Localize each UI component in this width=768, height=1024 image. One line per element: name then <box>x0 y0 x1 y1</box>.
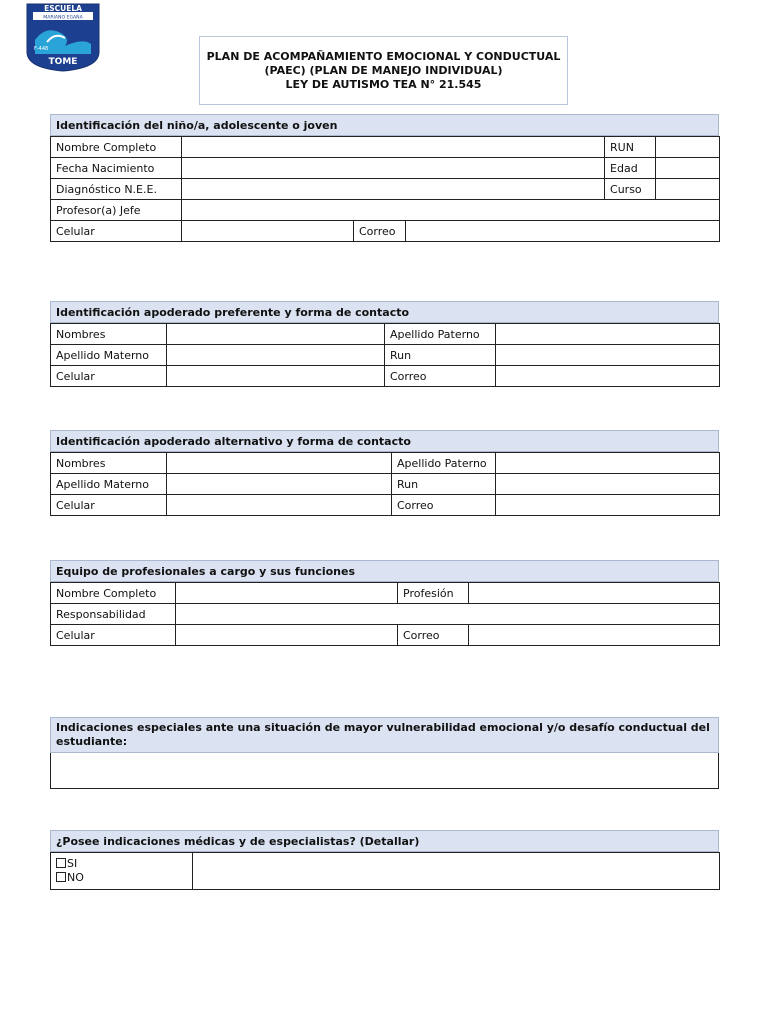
label-nombre-completo: Nombre Completo <box>51 583 176 604</box>
section-heading: ¿Posee indicaciones médicas y de especialistas? (Detallar) <box>50 830 719 852</box>
label-celular: Celular <box>51 366 167 387</box>
option-si-label: SI <box>67 857 78 870</box>
table-row <box>51 137 720 158</box>
label-profesor-jefe: Profesor(a) Jefe <box>51 200 182 221</box>
label-apellido-paterno: Apellido Paterno <box>392 453 496 474</box>
table-row <box>51 366 720 387</box>
professional-team-table <box>50 582 720 646</box>
field-nombres[interactable] <box>167 453 392 474</box>
special-indications-section <box>50 717 719 789</box>
section-heading: Equipo de profesionales a cargo y sus funciones <box>50 560 719 582</box>
field-curso[interactable] <box>656 179 720 200</box>
section-heading: Indicaciones especiales ante una situación de mayor vulnerabilidad emocional y/o desafío conductual del estudiante: <box>50 717 719 753</box>
table-row <box>51 474 720 495</box>
table-row <box>51 583 720 604</box>
label-responsabilidad: Responsabilidad <box>51 604 176 625</box>
alternate-guardian-table <box>50 452 720 516</box>
field-responsabilidad[interactable] <box>176 604 720 625</box>
field-diagnostico[interactable] <box>182 179 605 200</box>
field-nombres[interactable] <box>167 324 385 345</box>
field-apellido-materno[interactable] <box>167 345 385 366</box>
label-nombres: Nombres <box>51 453 167 474</box>
field-run[interactable] <box>496 345 720 366</box>
student-identification-section <box>50 114 719 242</box>
table-row <box>51 345 720 366</box>
section-heading: Identificación del niño/a, adolescente o joven <box>50 114 719 136</box>
field-correo[interactable] <box>496 366 720 387</box>
field-correo[interactable] <box>496 495 720 516</box>
title-line-3: LEY DE AUTISMO TEA N° 21.545 <box>285 77 482 91</box>
preferred-guardian-section <box>50 301 719 387</box>
alternate-guardian-section <box>50 430 719 516</box>
label-correo: Correo <box>392 495 496 516</box>
field-apellido-materno[interactable] <box>167 474 392 495</box>
logo-sub-text: MARIANO EGAÑA <box>43 15 83 21</box>
table-row <box>51 221 720 242</box>
field-fecha-nacimiento[interactable] <box>182 158 605 179</box>
label-curso: Curso <box>605 179 656 200</box>
label-nombre-completo: Nombre Completo <box>51 137 182 158</box>
label-apellido-materno: Apellido Materno <box>51 474 167 495</box>
school-logo <box>25 2 101 72</box>
label-run: Run <box>385 345 496 366</box>
label-apellido-materno: Apellido Materno <box>51 345 167 366</box>
options-cell <box>51 853 193 890</box>
field-celular[interactable] <box>182 221 354 242</box>
table-row <box>51 495 720 516</box>
field-medical-details[interactable] <box>193 853 720 890</box>
field-nombre-completo[interactable] <box>182 137 605 158</box>
table-row <box>51 604 720 625</box>
table-row <box>51 853 720 890</box>
field-celular[interactable] <box>167 366 385 387</box>
section-heading: Identificación apoderado preferente y forma de contacto <box>50 301 719 323</box>
field-celular[interactable] <box>176 625 398 646</box>
table-row <box>51 200 720 221</box>
label-run: Run <box>392 474 496 495</box>
document-title <box>199 36 568 105</box>
field-correo[interactable] <box>406 221 720 242</box>
label-fecha-nacimiento: Fecha Nacimiento <box>51 158 182 179</box>
student-table <box>50 136 720 242</box>
logo-bottom-text: TOME <box>48 57 78 67</box>
label-correo: Correo <box>398 625 469 646</box>
table-row <box>51 324 720 345</box>
field-celular[interactable] <box>167 495 392 516</box>
section-heading: Identificación apoderado alternativo y forma de contacto <box>50 430 719 452</box>
label-apellido-paterno: Apellido Paterno <box>385 324 496 345</box>
label-correo: Correo <box>354 221 406 242</box>
table-row <box>51 453 720 474</box>
label-correo: Correo <box>385 366 496 387</box>
label-celular: Celular <box>51 625 176 646</box>
field-special-indications[interactable] <box>50 753 719 789</box>
label-celular: Celular <box>51 495 167 516</box>
medical-indications-section <box>50 830 719 890</box>
field-nombre-completo[interactable] <box>176 583 398 604</box>
label-profesion: Profesión <box>398 583 469 604</box>
field-edad[interactable] <box>656 158 720 179</box>
preferred-guardian-table <box>50 323 720 387</box>
field-apellido-paterno[interactable] <box>496 324 720 345</box>
label-diagnostico: Diagnóstico N.E.E. <box>51 179 182 200</box>
checkbox-icon[interactable] <box>56 858 66 868</box>
table-row <box>51 158 720 179</box>
medical-indications-table <box>50 852 720 890</box>
option-si[interactable] <box>56 857 187 871</box>
label-run: RUN <box>605 137 656 158</box>
field-apellido-paterno[interactable] <box>496 453 720 474</box>
label-celular: Celular <box>51 221 182 242</box>
label-edad: Edad <box>605 158 656 179</box>
logo-top-text: ESCUELA <box>44 4 82 13</box>
option-no[interactable] <box>56 871 187 885</box>
logo-code-text: F-448 <box>34 46 49 52</box>
professional-team-section <box>50 560 719 646</box>
field-correo[interactable] <box>469 625 720 646</box>
option-no-label: NO <box>67 871 84 884</box>
field-profesor-jefe[interactable] <box>182 200 720 221</box>
table-row <box>51 179 720 200</box>
table-row <box>51 625 720 646</box>
field-profesion[interactable] <box>469 583 720 604</box>
field-run[interactable] <box>496 474 720 495</box>
title-line-2: (PAEC) (PLAN DE MANEJO INDIVIDUAL) <box>264 63 503 77</box>
field-run[interactable] <box>656 137 720 158</box>
label-nombres: Nombres <box>51 324 167 345</box>
title-line-1: PLAN DE ACOMPAÑAMIENTO EMOCIONAL Y CONDUCTUAL <box>206 49 561 63</box>
checkbox-icon[interactable] <box>56 872 66 882</box>
